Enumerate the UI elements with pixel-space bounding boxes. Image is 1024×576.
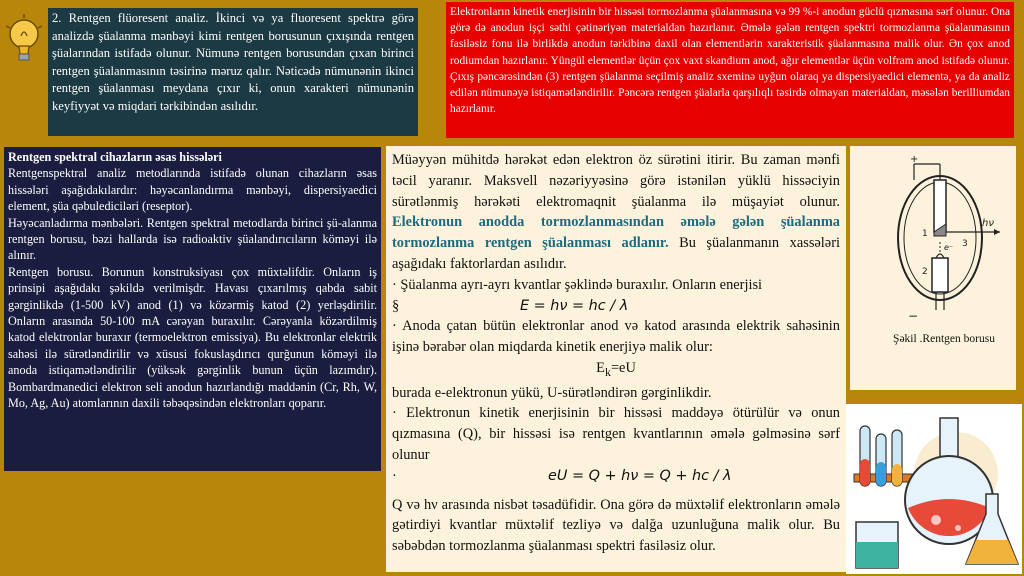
lightbulb-icon bbox=[4, 14, 44, 66]
formula-heat-row bbox=[392, 466, 840, 487]
lab-flasks-illustration bbox=[846, 404, 1022, 574]
device-parts-title: Rentgen spektral cihazların əsas hissələri bbox=[8, 150, 222, 164]
formula-energy: E = hν = hc / λ bbox=[520, 297, 629, 314]
label-cathode: 2 bbox=[922, 267, 928, 277]
label-minus: − bbox=[908, 309, 919, 323]
figure-caption: Şəkil .Rentgen borusu bbox=[893, 333, 995, 345]
bullet-kinetic: · Anoda çatan bütün elektronlar anod və katod arasında elektrik sahəsinin işinə bərabər olan miqdarda kinetik enerjiyə malik olur: bbox=[392, 318, 840, 356]
conclusion-text: Q və hν arasında nisbət təsadüfidir. Ona görə də müxtəlif elektronların əmələ gətirdiyi kvantlar müxtəlif tezliyə və dalğa uzunluğuna malik olur. Bu səbəbdən tormozlanma şüalanması spektri fasiləsiz olur. bbox=[392, 496, 840, 555]
fluorescent-analysis-text: 2. Rentgen flüoresent analiz. İkinci və ya fluoresent spektrə görə analizdə şüalanma mənbəyi kimi rentgen borusunun çıxışında rentgen şüalarından istifadə olunur. Nümunə rentgen borusundan çıxan birinci rentgen şüalanmasının təsirinə məruz qalır. Nəticədə nümunənin ikinci rentgen şüalanması meydana çıxır ki, onun xarakteri nümunənin keyfiyyət və miqdari tərkibindən asılıdır. bbox=[52, 11, 414, 113]
formula-kinetic-rest: =eU bbox=[610, 359, 636, 376]
bullet-mark-1: § bbox=[392, 297, 400, 314]
formula-energy-row bbox=[392, 296, 840, 317]
anode-info-box bbox=[446, 2, 1014, 138]
label-plus: + bbox=[910, 154, 919, 165]
bremsstrahlung-box bbox=[386, 146, 846, 572]
bullet-mark-2: · bbox=[392, 467, 397, 484]
intro-start: Müəyyən mühitdə hərəkət edən elektron öz sürətini itirir. Bu zaman mənfi təcil yaranır. Maksvell nəzəriyyəsinə görə istənilən yüklü hissəciyin sürətlənmiş hərəkəti elektromaqnit şüalanma ilə müşayiət olunur. bbox=[392, 152, 840, 210]
formula-kinetic-e: E bbox=[596, 359, 605, 376]
device-parts-p2: Həyəcanladırma mənbələri. Rentgen spektral metodlarda birinci şü-alanma rentgen borusu, bəzi hallarda isə radioaktiv şüalandırıcıların köməyi ilə alınır. bbox=[8, 215, 377, 263]
bullet-heat: · Elektronun kinetik enerjisinin bir hissəsi maddəyə ötürülür və onun qızmasına (Q), bir hissəsi isə rentgen kvantlarının əmələ gəlməsinə sərf olunur bbox=[392, 405, 840, 464]
formula-kinetic bbox=[392, 358, 840, 383]
intro-end: Bu şüalanmanın xassələri aşağıdakı faktorlardan asılıdır. bbox=[392, 235, 840, 272]
intro-highlight: Elektronun anodda tormozlanmasından əmələ gələn şüalanma tormozlanma rentgen şüalanması adlanır. bbox=[392, 214, 840, 252]
label-hv: hν bbox=[982, 218, 994, 229]
bremsstrahlung-intro bbox=[392, 150, 840, 275]
xray-tube-diagram bbox=[870, 150, 1014, 325]
anode-info-text: Elektronların kinetik enerjisinin bir hissəsi tormozlanma şüalanmasına və 99 %-i anodun güclü qızmasına sərf olunur. Ona görə də anodun işçi səthi çətinəriyən materialdan hazırlanır. Əmələ gələn rentgen spektri tormozlanma şüalanmasının fasiləsiz fonu ilə birlikdə anodun tərkibinə daxil olan elementlərin xarakteristik şüalanmasına malik olur. Ən çox anod rodiumdan hazırlanır. Yüngül elementlər üçün çox vaxt skandium anod, ağır elementlər üçün volfram anod istifadə olunur. Çıxış pəncərəsindən (3) rentgen şüalanma seçilmiş analiz sxeminə uyğun olaraq ya dispersiyaedici elementə, ya da analiz edilən nümunəyə istiqamətləndirilir. Pəncərə rentgen şüalarla qarşılıqlı təsirdə olmayan materialdan, məsələn berilliumdan hazırlanır. bbox=[450, 6, 1010, 116]
formula-kinetic-sub: k bbox=[604, 364, 611, 379]
label-electron: e⁻ bbox=[944, 243, 954, 252]
label-window: 3 bbox=[962, 239, 968, 249]
device-parts-box bbox=[4, 147, 381, 471]
beaker-icon bbox=[856, 522, 898, 568]
formula-heat: eU = Q + hν = Q + hc / λ bbox=[548, 467, 732, 484]
bullet-quanta: · Şüalanma ayrı-ayrı kvantlar şəklində buraxılır. Onların enerjisi bbox=[392, 276, 763, 293]
formula-kinetic-explanation: burada e-elektronun yükü, U-sürətləndirən gərginlikdir. bbox=[392, 384, 712, 401]
label-anode: 1 bbox=[922, 229, 928, 239]
fluorescent-analysis-box bbox=[48, 8, 418, 136]
device-parts-p1: Rentgenspektral analiz metodlarında istifadə olunan cihazların əsas hissələri aşağıdakılardır: həyəcanlandırma mənbəyi, dispersiyaedici element, şüa qəbulediciləri (reseptor). bbox=[8, 166, 377, 214]
device-parts-p3: Rentgen borusu. Borunun konstruksiyası çox müxtəlifdir. Onların iş prinsipi aşağıdakı şəkildə verilmişdr. Havası çıxarılmış qabda sabit gərginlikdə (1-500 kV) anod (1) və közərmiş katod (2) yerləşdirilir. Onların arasında 50-100 mA cərəyan buraxılır. Cərəyanla közərdilmiş katod elektronlar buraxır (termoelektron emissiya). Bu elektronlar elektrik sahəsi ilə sürətləndirilir və xüsusi fokuslaşdırıcı qurğunun köməyi ilə anoda istiqamətləndirilir (yüksək gərginlik bunun üçün lazımdır). Bombardmanedici elektron seli anodun hazırlandığı maddənin (Cr, Rh, W, Mo, Ag, Au) atomlarının daxili təbəqəsindən elektronları qoparır. bbox=[8, 264, 377, 411]
